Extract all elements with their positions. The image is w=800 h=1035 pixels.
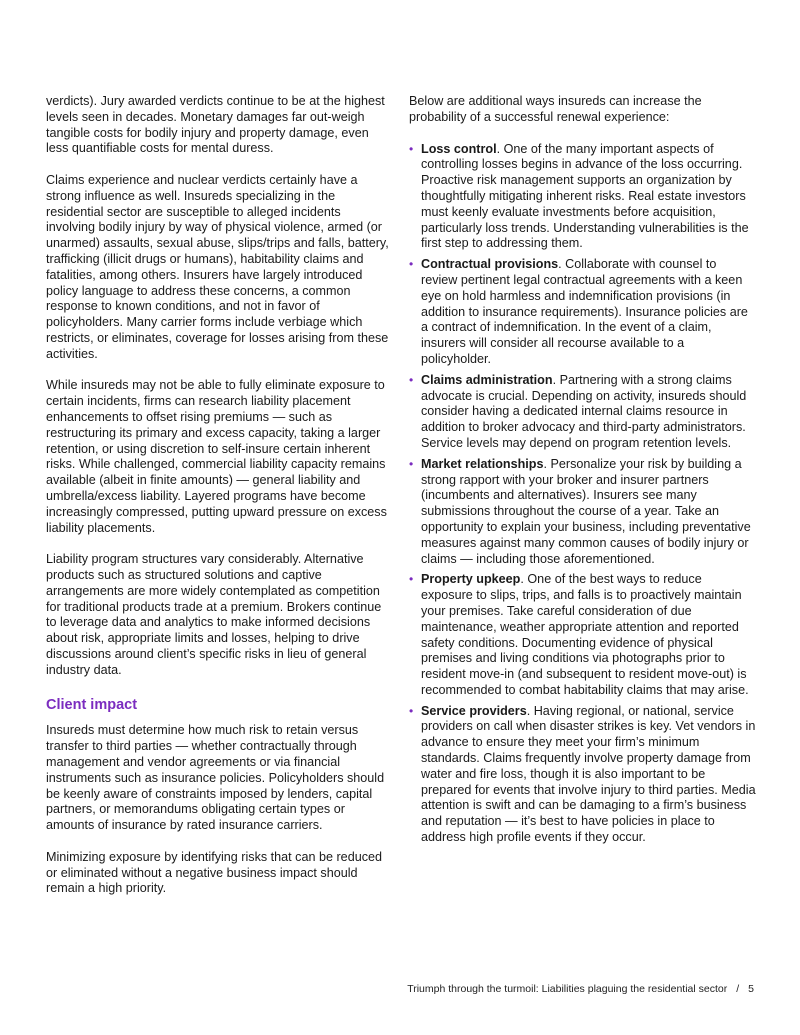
body-paragraph: Insureds must determine how much risk to retain versus transfer to third parties — whether contractually through management and vendor agreements or via financial instruments such as insurance policies. Policyholders should be keenly aware of constraints imposed by lenders, capital partners, or memorandums obligating certain types or amounts of insurance by rated insurance carriers. [46,723,385,833]
body-paragraph: Claims experience and nuclear verdicts certainly have a strong influence as well. Insureds specializing in the residential sector are susceptible to alleged incidents involving bodily injury by way of physical violence, armed (or unarmed) assaults, sexual abuse, slips/trips and falls, battery, trafficking (illicit drugs or humans), habitability claims and fatalities, among others. Insurers have largely introduced policy language to address these concerns, a common response to known conditions, and not in favor of policyholders. Many carrier forms include verbiage which restricts, or eliminates, coverage for losses arising from these activities. [46,172,389,361]
list-item [409,457,756,568]
list-item [409,142,756,253]
list-item-term: Claims administration [421,372,553,387]
bullet-icon: • [409,572,414,587]
list-item-text: . Personalize your risk by building a strong rapport with your broker and insurer partners (incumbents and alternatives). Insurers see many submissions throughout the course of a year. Take an opportunity to explain your business, including preventative measures against many common causes of bodily injury or claims — including those aforementioned. [421,456,751,566]
page-number: 5 [748,983,754,995]
bullet-icon: • [409,257,414,272]
bullet-icon: • [409,141,414,156]
body-paragraph: While insureds may not be able to fully eliminate exposure to certain incidents, firms can research liability placement enhancements to offset rising premiums — such as restructuring its primary and excess capacity, taking a larger retention, or using discretion to self-insure certain inherent risks. While challenged, commercial liability capacity remains available (albeit in finite amounts) — general liability and umbrella/excess liability. Layered programs have become increasingly compressed, putting upward pressure on excess liability placements. [46,378,387,535]
list-item [409,373,756,452]
list-item-term: Market relationships [421,456,544,471]
list-item-term: Service providers [421,703,527,718]
left-column [46,94,391,897]
body-paragraph: Liability program structures vary considerably. Alternative products such as structured solutions and captive arrangements are more widely contemplated as competition for traditional products trade at a premium. Brokers continue to leverage data and analytics to make informed decisions about risk, appropriate limits and losses, helping to drive discussions around client’s specific risks in lieu of general industry data. [46,552,382,677]
list-item [409,572,756,698]
list-item-term: Property upkeep [421,572,521,587]
list-item-text: . One of the best ways to reduce exposure to slips, trips, and falls is to proactively maintain your premises. Take careful consideration of due maintenance, weather appropriate attention and reported safety conditions. Documenting evidence of physical premises and living conditions via photographs prior to resident move-in (and subsequent to resident move-out) is recommended to combat habitability claims that may arise. [421,572,749,697]
list-item-text: . Having regional, or national, service providers on call when disaster strikes is key. Vet vendors in advance to ensure they meet your firm’s minimum standards. Claims frequently involve property damage from water and fire loss, though it is also important to be prepared for events that involve injury to third parties. Media attention is swift and can be damaging to a firm’s business and reputation — it’s best to have policies in place to address high profile events if they occur. [421,703,756,845]
list-item-text: . Partnering with a strong claims advocate is crucial. Depending on activity, insureds should consider having a dedicated internal claims resource in addition to broker advocacy and third-party administrators. Service levels may depend on program retention levels. [421,372,747,450]
footer-separator: / [736,983,740,995]
footer-title: Triumph through the turmoil: Liabilities plaguing the residential sector [407,983,728,995]
recommendation-list [409,142,756,846]
body-paragraph: verdicts). Jury awarded verdicts continue to be at the highest levels seen in decades. Monetary damages far out-weigh tangible costs for bodily injury and property damage, even less quantifiable costs for mental duress. [46,94,385,156]
list-item-text: . One of the many important aspects of controlling losses begins in advance of the loss occurring. Proactive risk management supports an organization by thoughtfully mitigating inherent risks. Real estate investors must keenly evaluate investments before acquisition, particularly loss trends. Understanding vulnerabilities is the first step to addressing them. [421,141,749,251]
bullet-icon: • [409,703,414,718]
list-item [409,257,756,368]
page-footer [407,983,754,995]
list-item-term: Contractual provisions [421,257,559,272]
list-item-term: Loss control [421,141,497,156]
list-item [409,704,756,846]
intro-paragraph: Below are additional ways insureds can increase the probability of a successful renewal experience: [409,94,702,124]
list-item-text: . Collaborate with counsel to review pertinent legal contractual agreements with a keen eye on hold harmless and indemnification provisions (in addition to insurance requirements). Insurance policies are a contract of indemnification. In the event of a claim, insurers will consider all recourse available to a policyholder. [421,257,748,366]
body-paragraph: Minimizing exposure by identifying risks that can be reduced or eliminated without a negative business impact should remain a high priority. [46,849,383,896]
right-column [409,94,756,851]
bullet-icon: • [409,372,414,387]
section-heading: Client impact [46,697,138,714]
bullet-icon: • [409,456,414,471]
